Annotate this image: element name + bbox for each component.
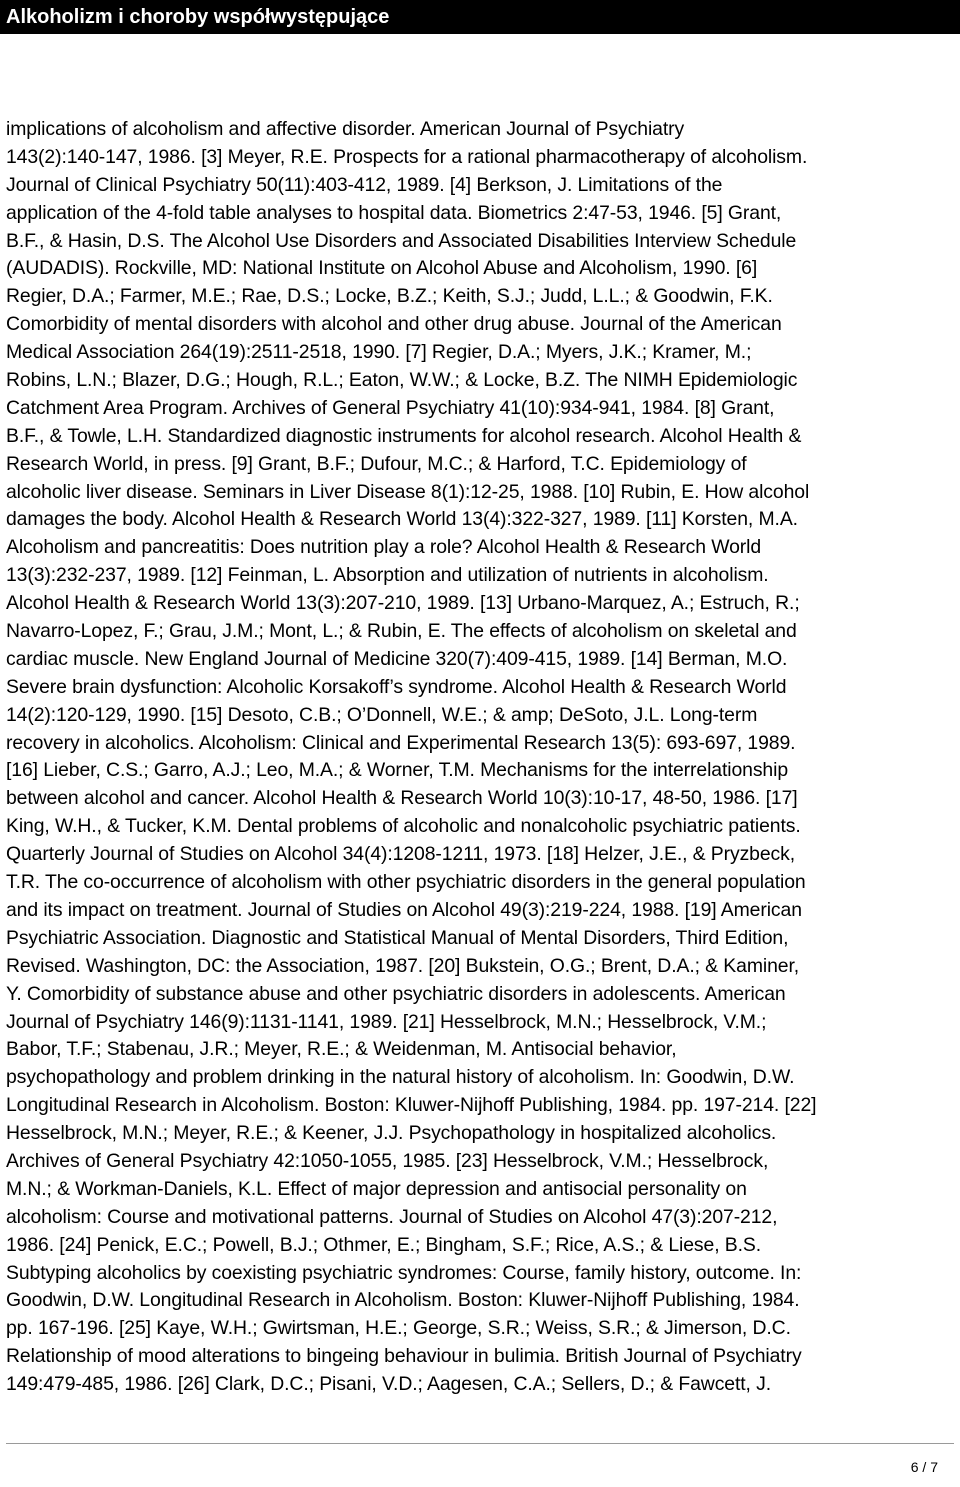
body-text-line: application of the 4-fold table analyses to hospital data. Biometrics 2:47-53, 1946. [5] Grant, — [6, 201, 782, 224]
body-text-line: 14(2):120-129, 1990. [15] Desoto, C.B.; O’Donnell, W.E.; & amp; DeSoto, J.L. Long-term — [6, 703, 758, 726]
body-text-line: 149:479-485, 1986. [26] Clark, D.C.; Pisani, V.D.; Aagesen, C.A.; Sellers, D.; & Fawcett, J. — [6, 1373, 772, 1396]
body-text-line: implications of alcoholism and affective disorder. American Journal of Psychiatry — [6, 118, 685, 140]
body-text-line: Catchment Area Program. Archives of General Psychiatry 41(10):934-941, 1984. [8] Grant, — [6, 396, 775, 419]
reference-list-text — [6, 116, 956, 1399]
body-text-line: 13(3):232-237, 1989. [12] Feinman, L. Absorption and utilization of nutrients in alcoholism. — [6, 564, 769, 587]
page-header — [0, 0, 960, 34]
body-text-line: Hesselbrock, M.N.; Meyer, R.E.; & Keener, J.J. Psychopathology in hospitalized alcoholics. — [6, 1122, 777, 1145]
body-text-line: Robins, L.N.; Blazer, D.G.; Hough, R.L.; Eaton, W.W.; & Locke, B.Z. The NIMH Epidemiologic — [6, 369, 798, 392]
body-text-line: between alcohol and cancer. Alcohol Health & Research World 10(3):10-17, 48-50, 1986. [17] — [6, 787, 798, 810]
body-text-line: pp. 167-196. [25] Kaye, W.H.; Gwirtsman, H.E.; George, S.R.; Weiss, S.R.; & Jimerson, D.C. — [6, 1317, 791, 1340]
body-text-line: Navarro-Lopez, F.; Grau, J.M.; Mont, L.; & Rubin, E. The effects of alcoholism on skeletal and — [6, 620, 797, 643]
body-text-line: Medical Association 264(19):2511-2518, 1990. [7] Regier, D.A.; Myers, J.K.; Kramer, M.; — [6, 341, 752, 364]
body-text-line: Journal of Psychiatry 146(9):1131-1141, 1989. [21] Hesselbrock, M.N.; Hesselbrock, V.M.; — [6, 1010, 767, 1033]
body-text-line: Regier, D.A.; Farmer, M.E.; Rae, D.S.; Locke, B.Z.; Keith, S.J.; Judd, L.L.; & Goodwin, F.K. — [6, 285, 773, 308]
body-text-line: King, W.H., & Tucker, K.M. Dental problems of alcoholic and nonalcoholic psychiatric patients. — [6, 815, 801, 838]
body-text-line: and its impact on treatment. Journal of Studies on Alcohol 49(3):219-224, 1988. [19] American — [6, 898, 802, 921]
body-text-line: B.F., & Hasin, D.S. The Alcohol Use Disorders and Associated Disabilities Interview Schedule — [6, 229, 797, 252]
body-text-line: [16] Lieber, C.S.; Garro, A.J.; Leo, M.A.; & Worner, T.M. Mechanisms for the interrelationship — [6, 759, 789, 782]
body-text-line: Subtyping alcoholics by coexisting psychiatric syndromes: Course, family history, outcome. In: — [6, 1261, 802, 1284]
body-text-line: M.N.; & Workman-Daniels, K.L. Effect of major depression and antisocial personality on — [6, 1177, 747, 1200]
body-text-line: Relationship of mood alterations to bingeing behaviour in bulimia. British Journal of Psychiatry — [6, 1345, 802, 1368]
body-text-line: psychopathology and problem drinking in the natural history of alcoholism. In: Goodwin, D.W. — [6, 1066, 795, 1089]
body-text-line: Journal of Clinical Psychiatry 50(11):403-412, 1989. [4] Berkson, J. Limitations of the — [6, 173, 723, 196]
footer-divider — [6, 1443, 954, 1444]
body-text-line: Babor, T.F.; Stabenau, J.R.; Meyer, R.E.; & Weidenman, M. Antisocial behavior, — [6, 1038, 677, 1061]
body-text-line: Comorbidity of mental disorders with alcohol and other drug abuse. Journal of the American — [6, 313, 782, 336]
body-text-line: T.R. The co-occurrence of alcoholism with other psychiatric disorders in the general population — [6, 871, 806, 894]
body-text-line: Goodwin, D.W. Longitudinal Research in Alcoholism. Boston: Kluwer-Nijhoff Publishing, 1984. — [6, 1289, 800, 1312]
body-text-line: Research World, in press. [9] Grant, B.F.; Dufour, M.C.; & Harford, T.C. Epidemiology of — [6, 452, 747, 475]
body-text-line: B.F., & Towle, L.H. Standardized diagnostic instruments for alcohol research. Alcohol Health & — [6, 424, 802, 447]
page-title: Alkoholizm i choroby współwystępujące — [6, 6, 390, 28]
body-text-line: damages the body. Alcohol Health & Research World 13(4):322-327, 1989. [11] Korsten, M.A. — [6, 508, 798, 531]
body-text-line: alcoholism: Course and motivational patterns. Journal of Studies on Alcohol 47(3):207-212, — [6, 1205, 778, 1228]
body-text-line: 1986. [24] Penick, E.C.; Powell, B.J.; Othmer, E.; Bingham, S.F.; Rice, A.S.; & Liese, B.S. — [6, 1233, 762, 1256]
body-text-line: cardiac muscle. New England Journal of Medicine 320(7):409-415, 1989. [14] Berman, M.O. — [6, 647, 788, 670]
body-text-line: Revised. Washington, DC: the Association, 1987. [20] Bukstein, O.G.; Brent, D.A.; & Kaminer, — [6, 954, 800, 977]
body-text-line: Longitudinal Research in Alcoholism. Boston: Kluwer-Nijhoff Publishing, 1984. pp. 197-214. [22] — [6, 1094, 817, 1117]
body-text-line: Alcoholism and pancreatitis: Does nutrition play a role? Alcohol Health & Research World — [6, 536, 762, 559]
page-number: 6 / 7 — [910, 1459, 938, 1475]
body-text-line: alcoholic liver disease. Seminars in Liver Disease 8(1):12-25, 1988. [10] Rubin, E. How alcohol — [6, 480, 810, 503]
body-text-line: Psychiatric Association. Diagnostic and Statistical Manual of Mental Disorders, Third Edition, — [6, 926, 789, 949]
body-text-line: Archives of General Psychiatry 42:1050-1055, 1985. [23] Hesselbrock, V.M.; Hesselbrock, — [6, 1149, 769, 1172]
body-text-line: Severe brain dysfunction: Alcoholic Korsakoff’s syndrome. Alcohol Health & Research World — [6, 675, 787, 698]
body-text-line: 143(2):140-147, 1986. [3] Meyer, R.E. Prospects for a rational pharmacotherapy of alcoholism. — [6, 145, 808, 168]
body-text-line: Alcohol Health & Research World 13(3):207-210, 1989. [13] Urbano-Marquez, A.; Estruch, R.; — [6, 592, 800, 615]
body-text-line: Y. Comorbidity of substance abuse and other psychiatric disorders in adolescents. American — [6, 982, 786, 1005]
body-text-line: (AUDADIS). Rockville, MD: National Institute on Alcohol Abuse and Alcoholism, 1990. [6] — [6, 257, 758, 280]
body-text-line: Quarterly Journal of Studies on Alcohol 34(4):1208-1211, 1973. [18] Helzer, J.E., & Pryzbeck, — [6, 843, 796, 866]
body-text-line: recovery in alcoholics. Alcoholism: Clinical and Experimental Research 13(5): 693-697, 1989. — [6, 731, 796, 754]
